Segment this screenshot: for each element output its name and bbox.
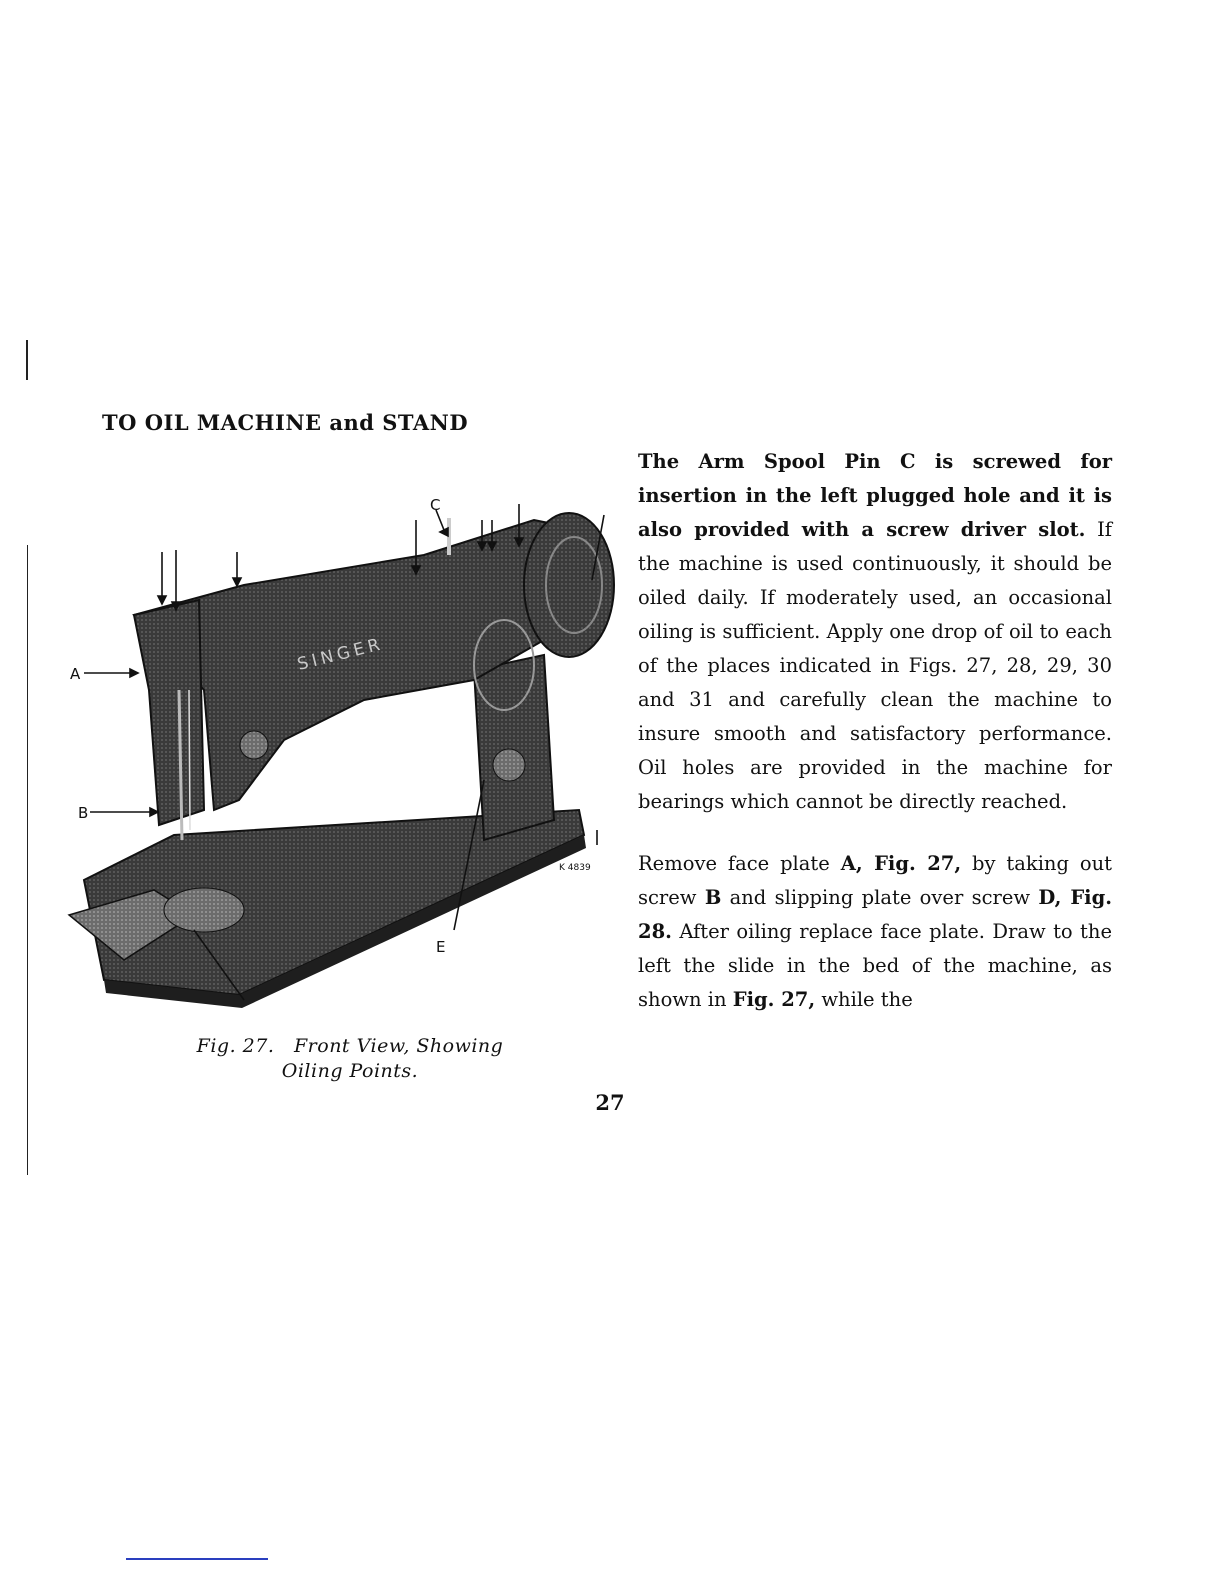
text-run: Remove face plate [638, 852, 841, 875]
bold-run: A, Fig. 27, [840, 852, 962, 875]
bottom-rule [126, 1558, 268, 1560]
figure-code: K 4839 [559, 863, 591, 873]
oiling-frequency-text: If the machine is used continuously, it should be oiled daily. If moderately used, an occasional oiling is sufficient. Apply one drop of oil to each of the places indicated in Figs. 27, 28, 29, 30 and 31 and carefully clean the machine to insure smooth and satisfactory performance. Oil holes are provided in the machine for bearings which cannot be directly reached. [638, 518, 1113, 813]
label-c: C [430, 496, 441, 514]
bold-run: Fig. 27, [732, 988, 816, 1011]
text-run: and slipping plate over screw [721, 886, 1039, 909]
paragraph-spool-pin [638, 445, 1112, 819]
page-number: 27 [595, 1090, 625, 1115]
text-run: After oiling replace face plate. Draw to the left the slide in the bed of the machine, as shown in [638, 920, 1112, 1011]
bold-run: D, Fig. 28. [638, 886, 1113, 943]
body-text [638, 445, 1112, 1017]
sewing-machine-illustration [64, 490, 624, 1020]
text-run: while the [815, 988, 913, 1011]
caption-line-1: Fig. 27. Front View, Showing [196, 1035, 504, 1057]
paragraph-face-plate [638, 847, 1112, 1017]
label-a: A [70, 665, 81, 683]
label-b: B [78, 804, 89, 822]
caption-line-2: Oiling Points. [281, 1060, 419, 1082]
text-run: by taking out screw [638, 852, 1112, 909]
brand-text: SINGER [295, 634, 386, 675]
scan-edge-mark [26, 340, 28, 380]
spool-pin-text: The Arm Spool Pin C is screwed for insertion in the left plugged hole and it is also provided with a screw driver slot. [638, 450, 1112, 541]
label-e: E [436, 938, 446, 956]
scan-edge-mark [27, 545, 28, 1175]
bold-run: B [704, 886, 722, 909]
figure-caption [150, 1034, 550, 1084]
sewing-machine-figure [64, 490, 624, 1020]
section-heading: TO OIL MACHINE and STAND [102, 410, 469, 435]
